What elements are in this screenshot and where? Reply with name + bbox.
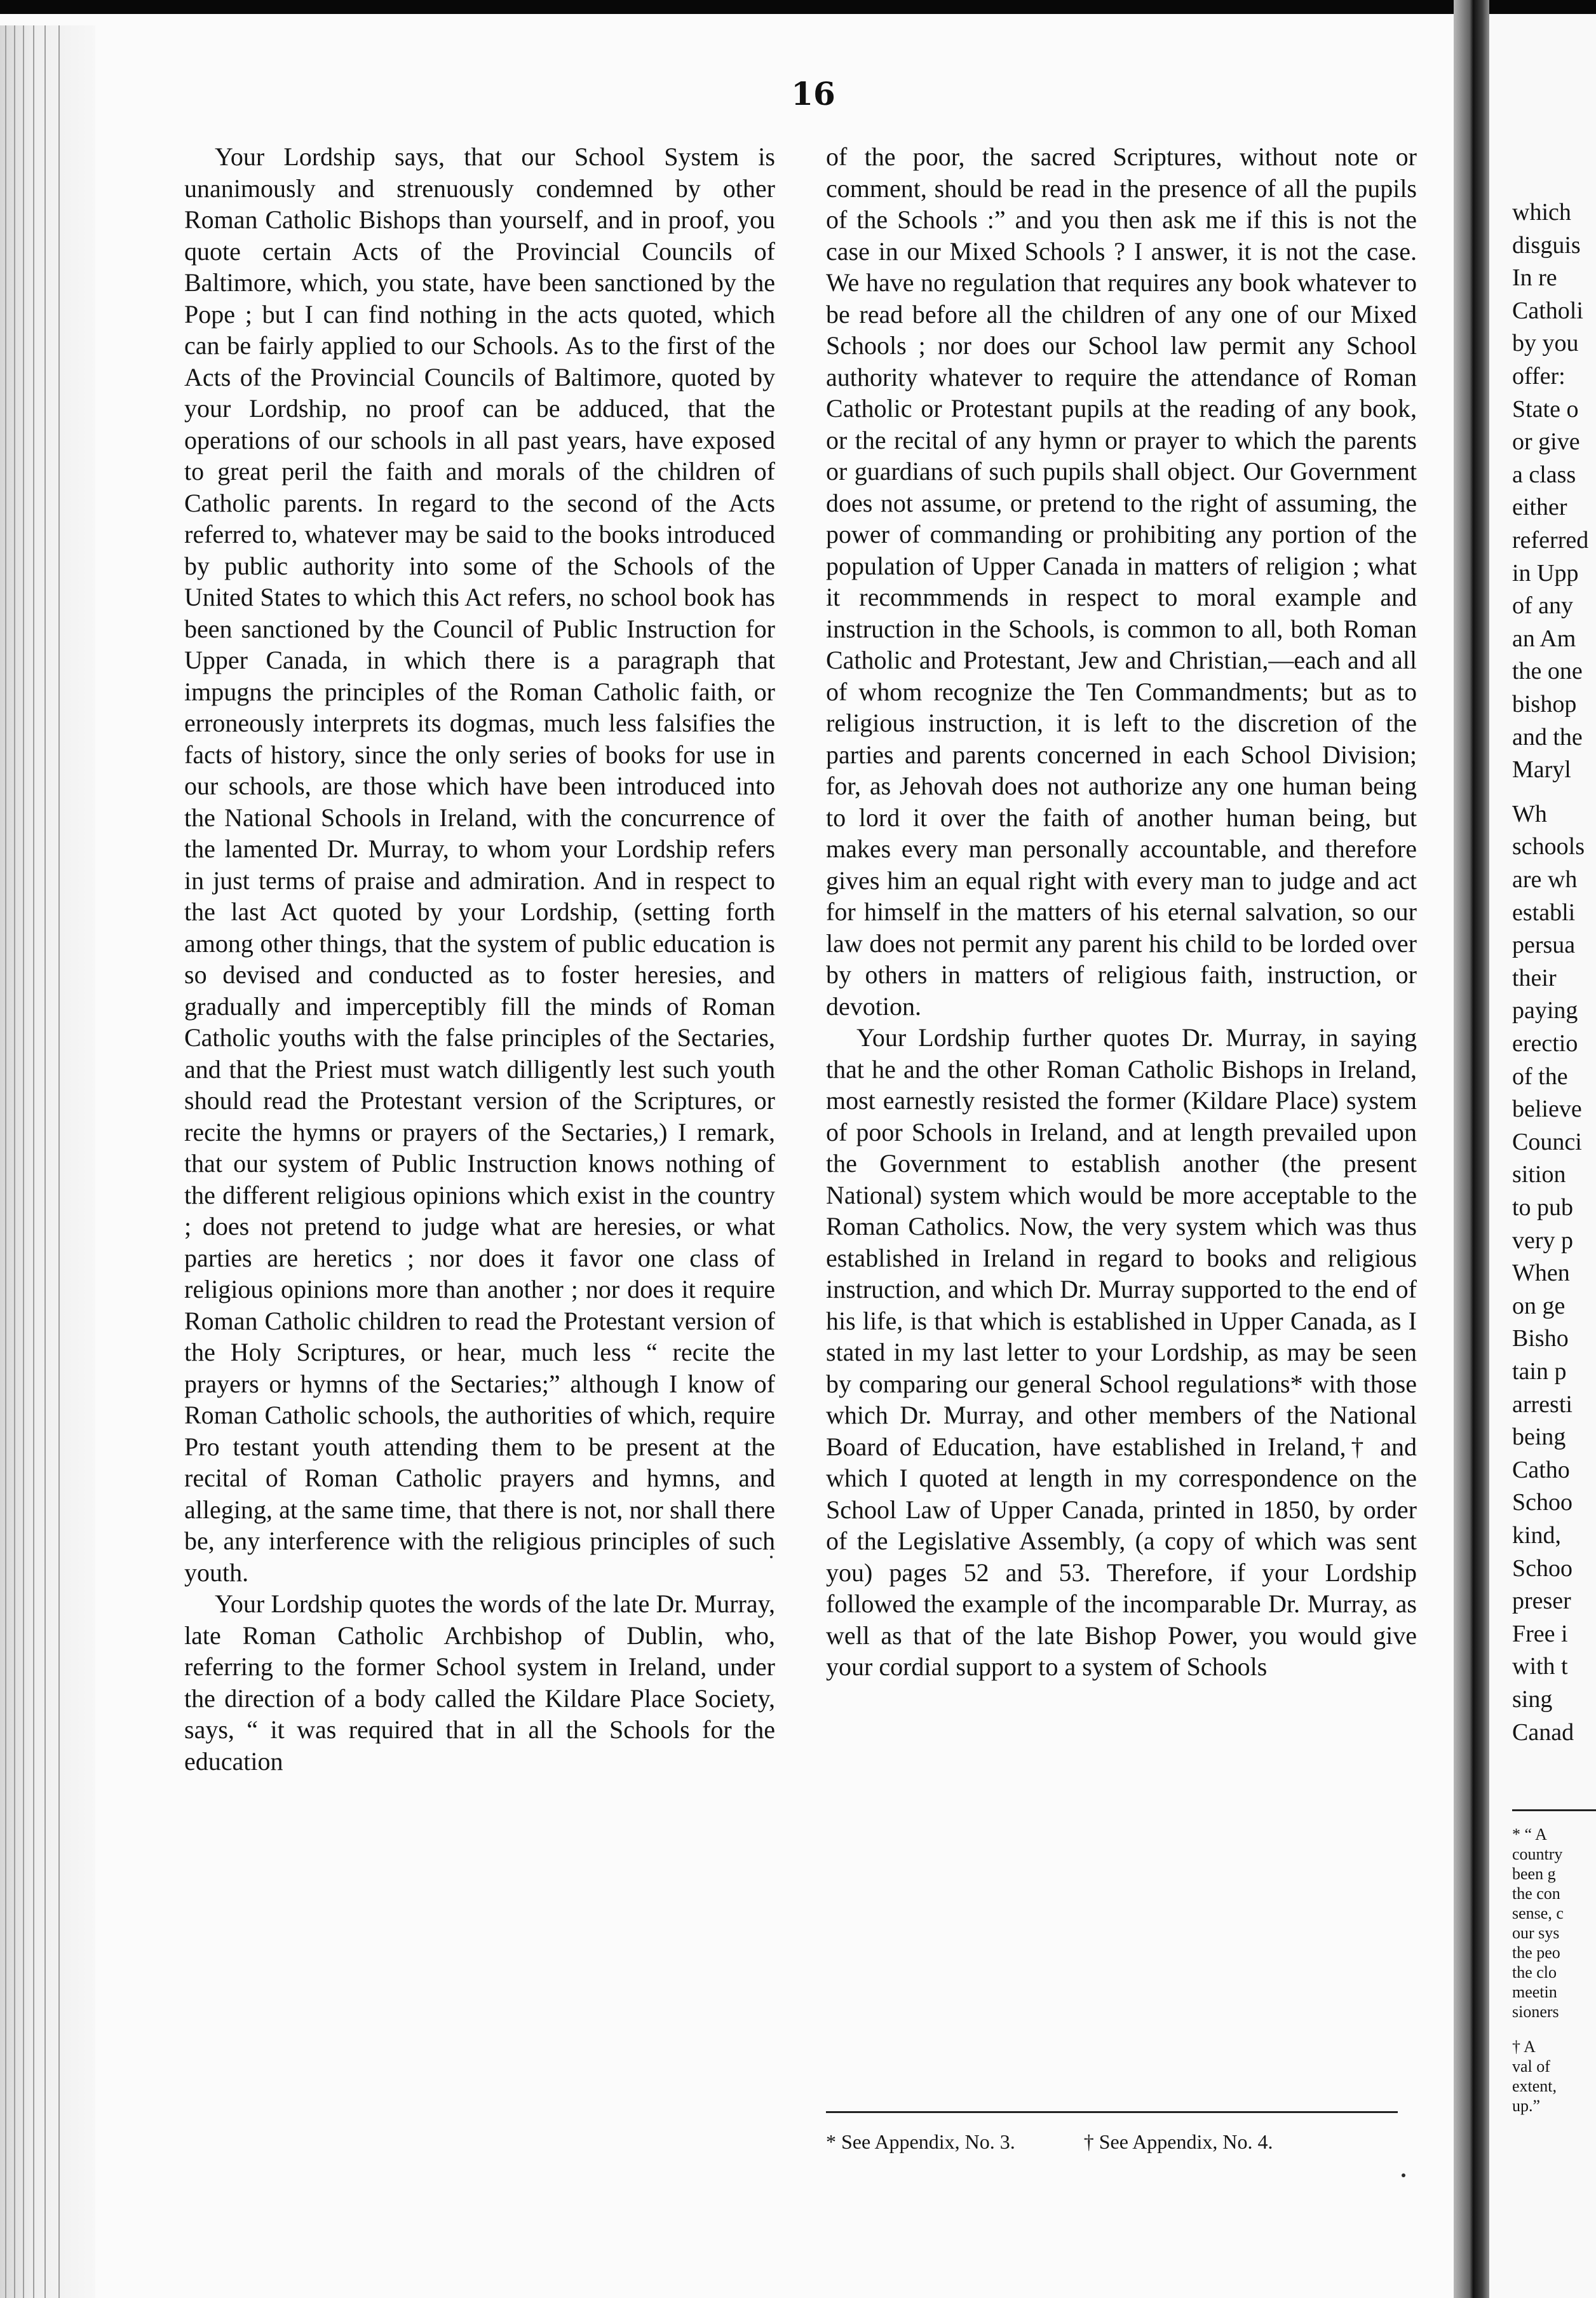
page-edge-line [14, 25, 15, 2298]
page-edge-line [44, 25, 46, 2298]
facing-page [1489, 14, 1596, 2298]
page-edge-line [58, 25, 60, 2298]
facing-page-rule [1512, 1809, 1596, 1811]
facing-page-line: kind, [1512, 1522, 1562, 1549]
facing-page-line: and the [1512, 723, 1583, 751]
facing-page-note-line: the con [1512, 1884, 1560, 1903]
stacked-page-edges [0, 25, 95, 2298]
facing-page-line: Free i [1512, 1620, 1568, 1647]
scan-speck [1402, 2173, 1405, 2177]
facing-page-line: Counci [1512, 1128, 1582, 1155]
page-edge-line [33, 25, 34, 2298]
facing-page-line: being [1512, 1424, 1566, 1451]
scan-speck [770, 1556, 773, 1558]
facing-page-line: in Upp [1512, 559, 1579, 587]
facing-page-note-line: sioners [1512, 2002, 1559, 2021]
facing-page-line: Catholi [1512, 297, 1583, 324]
facing-page-note-line: up.” [1512, 2097, 1541, 2115]
footnote-appendix-3: * See Appendix, No. 3. [826, 2130, 1015, 2153]
facing-page-line: erectio [1512, 1030, 1578, 1057]
facing-page-note-line: the clo [1512, 1963, 1557, 1982]
facing-page-line: persua [1512, 932, 1576, 959]
facing-page-line: Schoo [1512, 1554, 1572, 1582]
facing-page-line: by you [1512, 330, 1579, 357]
book-gutter [1454, 0, 1489, 2298]
facing-page-note-line: the peo [1512, 1943, 1560, 1962]
facing-page-line: which [1512, 199, 1571, 226]
facing-page-line: very p [1512, 1227, 1574, 1254]
facing-page-line: either [1512, 494, 1567, 521]
facing-page-line: Maryl [1512, 756, 1571, 784]
paragraph: of the poor, the sacred Scriptures, without note or comment, should be read in the presence of all the pupils of the Schools :” and you then ask me if this is not the case in our Mixed Schools ? I answer, it is not the case. We have no regulation that requires any book whatever to be read before all the children of any one of our Mixed Schools ; nor does our School law permit any School authority whatever to require the attendance of Roman Catholic or Protestant pupils at the reading of any book, or the recital of any hymn or prayer to which the parents or guardians of such pupils shall object. Our Government does not assume, or pretend to the right of assuming, the power of commanding or prohibiting any portion of the population of Upper Canada in matters of religion ; what it recommmends in respect to moral example and instruction in the Schools, is common to all, both Roman Catholic and Protestant, Jew and Christian,—each and all of whom recognize the Ten Commandments; but as to religious instruction, it is left to the discretion of the parties and parents concerned in each School Division; for, as Jehovah does not authorize any one human being to lord it over the faith of another human being, but makes every man personally accountable, and therefore gives him an equal right with every man to judge and act for himself in the matters of his eternal salvation, so our law does not permit any parent his child to be lorded over by others in matters of religious faith, instruction, or devotion. [826, 142, 1417, 1021]
facing-page-line: sing [1512, 1686, 1553, 1713]
footnotes [826, 2130, 1398, 2154]
facing-page-line: are wh [1512, 866, 1578, 893]
scan-top-border [0, 0, 1596, 14]
facing-page-note-line: our sys [1512, 1924, 1560, 1942]
facing-page-line: Schoo [1512, 1489, 1572, 1516]
facing-page-line: believe [1512, 1096, 1582, 1123]
right-text-column [826, 141, 1417, 1683]
facing-page-line: a class [1512, 461, 1576, 488]
facing-page-note-line: meetin [1512, 1983, 1557, 2001]
facing-page-line: Bisho [1512, 1325, 1569, 1352]
facing-page-line: referred [1512, 527, 1589, 554]
facing-page-line: disguis [1512, 231, 1581, 259]
facing-page-line: of the [1512, 1063, 1568, 1090]
facing-page-note-line: extent, [1512, 2077, 1557, 2095]
facing-page-note-line: val of [1512, 2057, 1550, 2076]
facing-page-line: arresti [1512, 1390, 1572, 1418]
facing-page-line: Wh [1512, 800, 1547, 827]
facing-page-line: establi [1512, 899, 1576, 926]
facing-page-line: schools [1512, 833, 1585, 860]
paragraph: Your Lordship further quotes Dr. Murray, in saying that he and the other Roman Catholic Bishops in Ireland, most earnestly resisted the former (Kildare Place) system of poor Schools in Ireland, and at length prevailed upon the Government to establish another (the present National) system which would be more acceptable to the Roman Catholics. Now, the very system which was thus established in Ireland in regard to books and religious instruction, and which Dr. Murray supported to the end of his life, is that which is established in Upper Canada, as I stated in my last letter to your Lordship, as may be seen by comparing our general School regulations* with those which Dr. Murray, and other members of the National Board of Education, have established in Ireland,† and which I quoted at length in my correspondence on the School Law of Upper Canada, printed in 1850, by order of the Legislative Assembly, (a copy of which was sent you) pages 52 and 53. Therefore, if your Lordship followed the example of the incomparable Dr. Murray, as well as that of the late Bishop Power, you would give your cordial support to a system of Schools [826, 1023, 1417, 1681]
footnote-rule [826, 2111, 1398, 2113]
facing-page-line: When [1512, 1260, 1570, 1287]
paragraph: Your Lordship says, that our School System is unanimously and strenuously condemned by other Roman Catholic Bishops than yourself, and in proof, you quote certain Acts of the Provincial Councils of Baltimore, which, you state, have been sanctioned by the Pope ; but I can find nothing in the acts quoted, which can be fairly applied to our Schools. As to the first of the Acts of the Provincial Councils of Baltimore, quoted by your Lordship, no proof can be adduced, that the operations of our schools in all past years, have exposed to great peril the faith and morals of the children of Catholic parents. In regard to the second of the Acts referred to, whatever may be said to the books introduced by public authority into some of the Schools of the United States to which this Act refers, no school book has been sanctioned by the Council of Public Instruction for Upper Canada, in which there is a paragraph that impugns the principles of the Roman Catholic faith, or erroneously interprets its dogmas, much less falsifies the facts of history, since the only series of books for use in our schools, are those which have been introduced into the National Schools in Ireland, with the concurrence of the lamented Dr. Murray, to whom your Lordship refers in just terms of praise and admiration. And in respect to the last Act quoted by your Lordship, (setting forth among other things, that the system of public education is so devised and conducted as to foster heresies, and gradually and imperceptibly fill the minds of Roman Catholic youths with the false principles of the Sectaries, and that the Priest must watch dilligently lest such youth should read the Protestant version of the Scriptures, or recite the hymns or prayers of the Sectaries,) I remark, that our system of Public Instruction knows nothing of the different religious opinions which exist in the country ; does not pretend to judge what are heresies, or what parties are heretics ; nor does it favor one class of religious opinions more than another ; nor does it require Roman Catholic children to read the Protestant version of the Holy Scriptures, or hear, much less “ recite the prayers or hymns of the Sectaries;” although I know of Roman Catholic schools, the authorities of which, require Pro testant youth attending them to be present at the recital of Roman Catholic prayers and hymns, and alleging, at the same time, that there is not, nor shall there be, any interference with the religious principles of such youth. [184, 142, 775, 1587]
facing-page-line: their [1512, 964, 1557, 991]
facing-page-line: or give [1512, 428, 1580, 456]
facing-page-line: Catho [1512, 1456, 1570, 1483]
facing-page-line: In re [1512, 264, 1557, 292]
facing-page-line: offer: [1512, 363, 1566, 390]
left-text-column [184, 141, 775, 1777]
facing-page-line: sition [1512, 1161, 1566, 1188]
facing-page-line: tain p [1512, 1358, 1567, 1385]
facing-page-line: paying [1512, 997, 1578, 1024]
page-number: 16 [791, 75, 835, 112]
facing-page-line: bishop [1512, 691, 1577, 717]
facing-page-note-line: sense, c [1512, 1904, 1564, 1922]
paragraph: Your Lordship quotes the words of the late Dr. Murray, late Roman Catholic Archbishop of Dublin, who, referring to the former School system in Ireland, under the direction of a body called the Kildare Place Society, says, “ it was required that in all the Schools for the education [184, 1589, 775, 1776]
facing-page-line: to pub [1512, 1194, 1574, 1221]
facing-page-line: the one [1512, 658, 1583, 685]
facing-page-line: of any [1512, 592, 1574, 620]
facing-page-line: State o [1512, 395, 1579, 423]
facing-page-line: preser [1512, 1588, 1571, 1615]
facing-page-line: with t [1512, 1653, 1568, 1680]
page-edge-line [23, 25, 24, 2298]
facing-page-line: an Am [1512, 625, 1576, 652]
facing-page-line: on ge [1512, 1292, 1566, 1319]
facing-page-note-line: been g [1512, 1865, 1556, 1883]
facing-page-note-line: * “ A [1512, 1825, 1547, 1844]
page-edge-line [5, 25, 6, 2298]
facing-page-note-line: country [1512, 1845, 1563, 1863]
facing-page-line: Canad [1512, 1718, 1574, 1746]
facing-page-note-line: † A [1512, 2037, 1536, 2056]
footnote-appendix-4: † See Appendix, No. 4. [1083, 2130, 1273, 2153]
